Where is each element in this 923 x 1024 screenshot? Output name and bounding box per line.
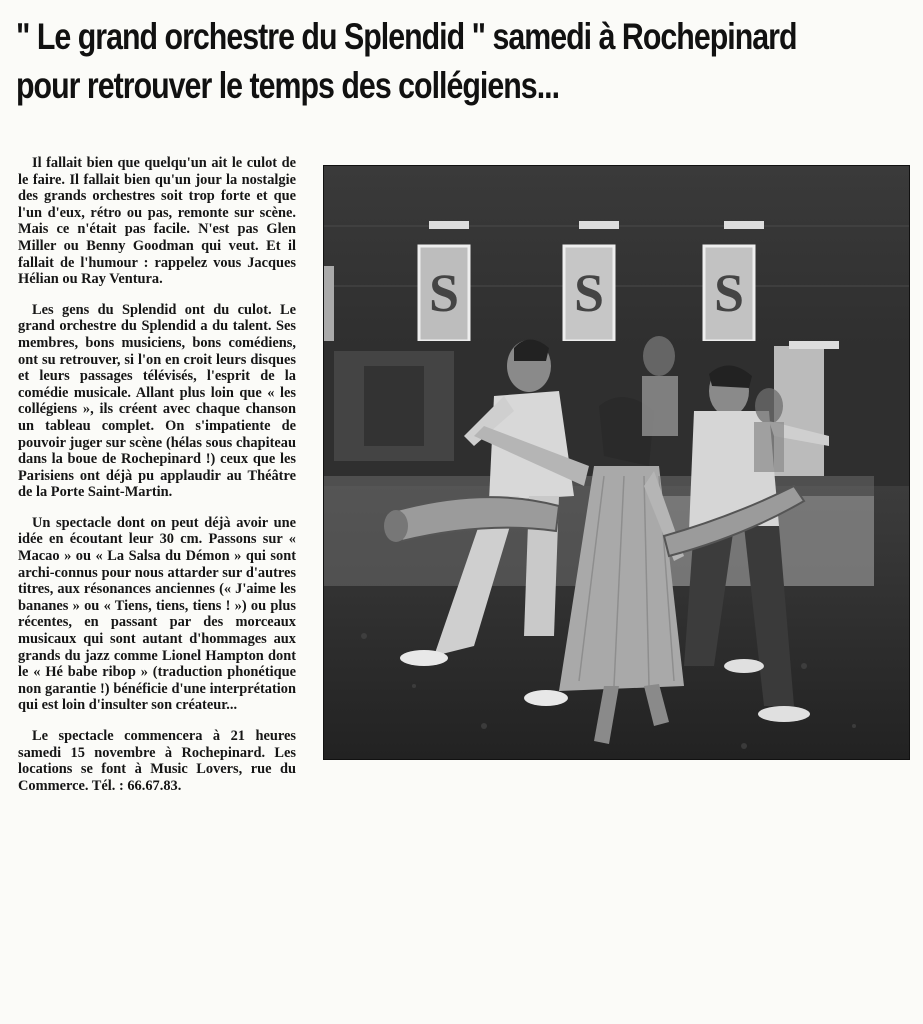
svg-text:S: S <box>573 263 605 323</box>
article-body <box>18 155 296 808</box>
paragraph-1: Il fallait bien que quelqu'un ait le culot de le faire. Il fallait bien qu'un jour la nostalgie des grands orchestres soit trop forte et que l'un d'eux, rétro ou pas, remonte sur scène. Mais ce n'était pas facile. N'est pas Glen Miller ou Benny Goodman qui veut. Et il fallait de l'humour : rappelez vous Jacques Hélian ou Ray Ventura. <box>18 155 296 288</box>
band-photo <box>323 165 910 760</box>
headline-line-1: " Le grand orchestre du Splendid " samedi à Rochepinard <box>16 16 797 57</box>
headline-line-2: pour retrouver le temps des collégiens... <box>16 65 560 106</box>
svg-text:S: S <box>713 263 745 323</box>
article-headline <box>16 12 797 110</box>
paragraph-4: Le spectacle commencera à 21 heures samedi 15 novembre à Rochepinard. Les locations se font à Music Lovers, rue du Commerce. Tél. : 66.67.83. <box>18 728 296 794</box>
paragraph-3: Un spectacle dont on peut déjà avoir une idée en écoutant leur 30 cm. Passons sur « Macao » ou « La Salsa du Démon » qui sont archi-connus pour nous attarder sur d'autres titres, aux résonances anciennes (« J'aime les bananes » ou « Tiens, tiens, tiens ! ») ou plus récentes, en passant par des morceaux musicaux qui sont autant d'hommages aux grands du jazz comme Lionel Hampton dont le « Hé babe ribop » (traduction phonétique non garantie !) bénéficie d'une interprétation qui est loin d'insulter son créateur... <box>18 514 296 714</box>
paragraph-2: Les gens du Splendid ont du culot. Le grand orchestre du Splendid a du talent. Ses membres, bons musiciens, bons comédiens, ont su retrouver, si l'on en croit leurs disques et leurs passages télévisés, l'esprit de la comédie musicale. Allant plus loin que « les collégiens », ils créent avec chaque chanson un tableau complet. On s'impatiente de pouvoir juger sur scène (hélas sous chapiteau dans la boue de Rochepinard !) ceux que les Parisiens ont déjà pu applaudir au Théâtre de la Porte Saint-Martin. <box>18 301 296 501</box>
svg-text:S: S <box>428 263 460 323</box>
band-photo-illustration <box>324 166 909 759</box>
